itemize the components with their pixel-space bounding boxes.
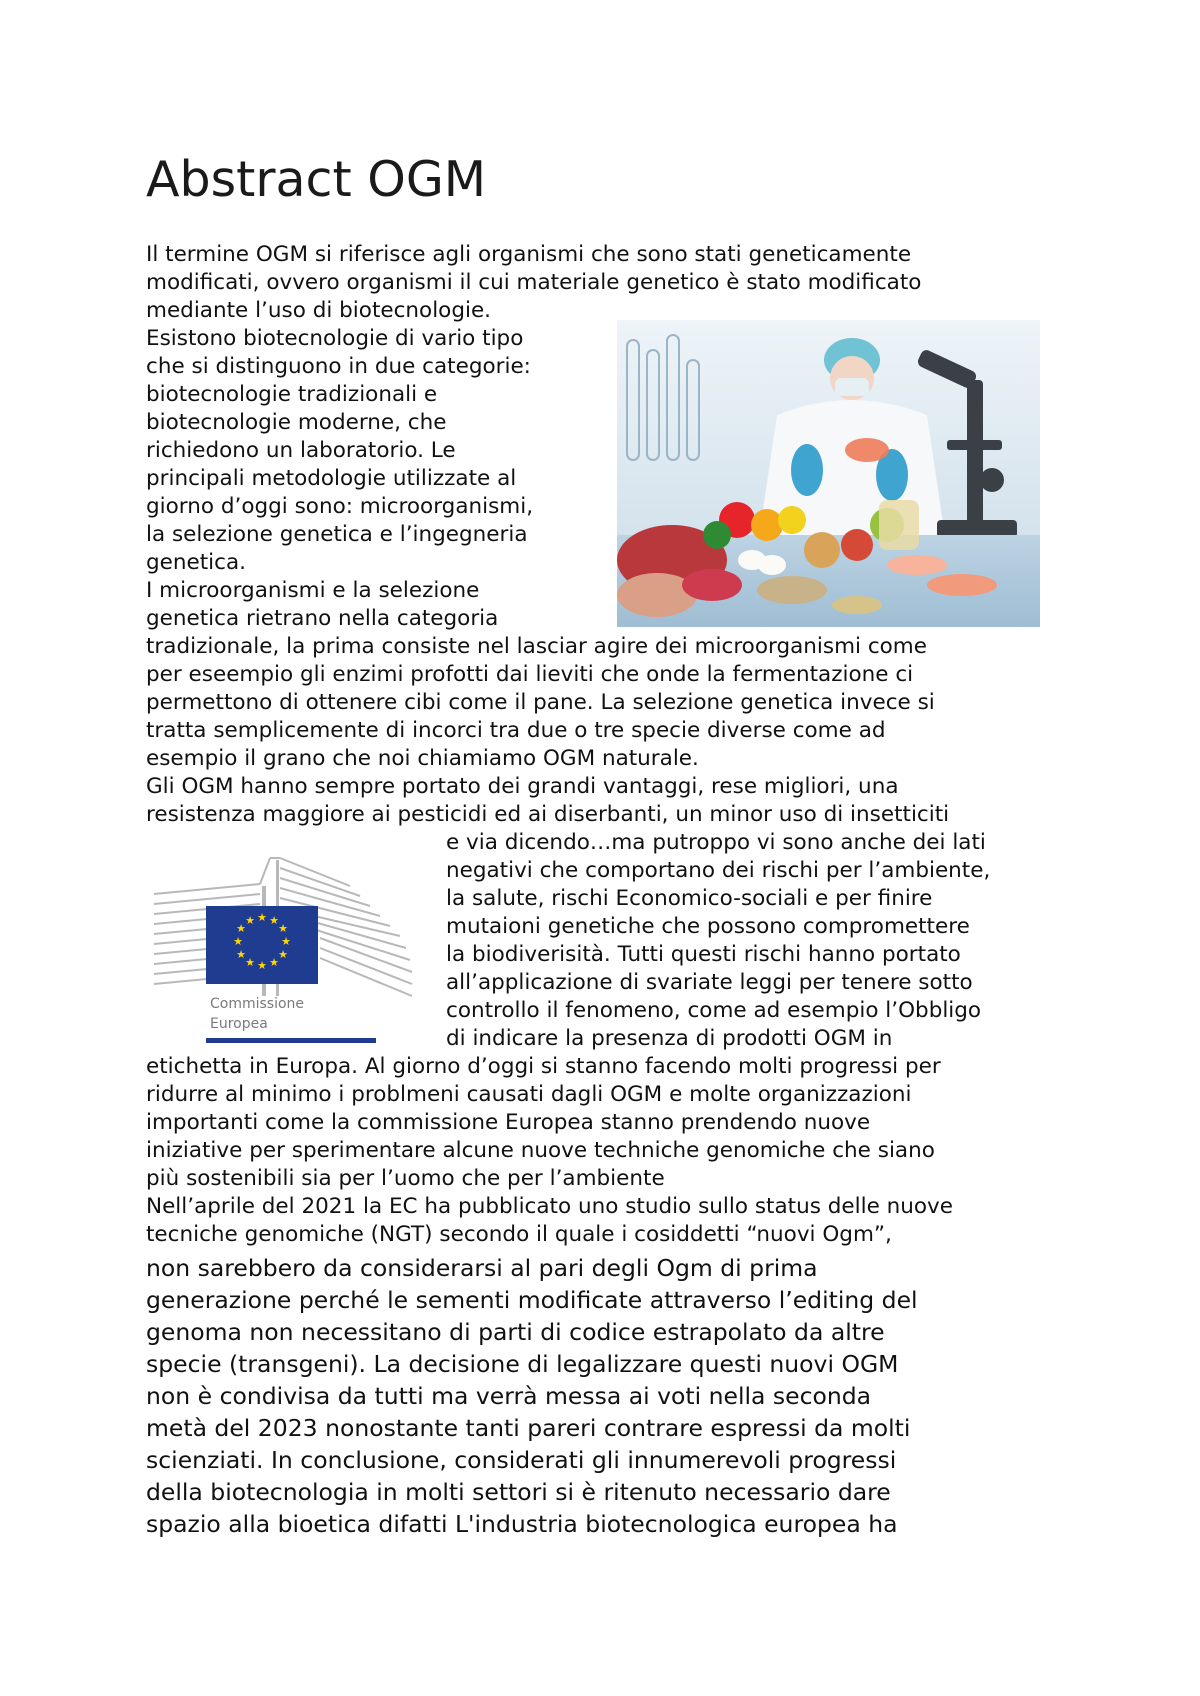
text-line: la salute, rischi Economico-sociali e per finire — [446, 886, 933, 911]
text-line: all’applicazione di svariate leggi per tenere sotto — [446, 970, 973, 995]
european-commission-logo — [150, 856, 414, 1046]
text-line: principali metodologie utilizzate al — [146, 466, 517, 491]
text-line: e via dicendo…ma putroppo vi sono anche dei lati — [446, 830, 986, 855]
text-line: tratta semplicemente di incorci tra due o tre specie diverse come ad — [146, 718, 886, 743]
logo-line-1: Commissione — [210, 996, 305, 1012]
text-line: genetica. — [146, 550, 246, 575]
text-line: la selezione genetica e l’ingegneria — [146, 522, 528, 547]
svg-text:★: ★ — [269, 956, 279, 969]
text-line: permettono di ottenere cibi come il pane. La selezione genetica invece si — [146, 690, 935, 715]
text-line: giorno d’oggi sono: microorganismi, — [146, 494, 534, 519]
svg-text:★: ★ — [257, 959, 267, 972]
text-line: negativi che comportano dei rischi per l’ambiente, — [446, 858, 991, 883]
text-line: biotecnologie tradizionali e — [146, 382, 438, 407]
text-line: non sarebbero da considerarsi al pari degli Ogm di prima — [146, 1254, 818, 1282]
text-line: non è condivisa da tutti ma verrà messa ai voti nella seconda — [146, 1382, 872, 1410]
document-title: Abstract OGM — [146, 151, 487, 208]
text-line: tradizionale, la prima consiste nel lasciar agire dei microorganismi come — [146, 634, 927, 659]
text-line: controllo il fenomeno, come ad esempio l’Obbligo — [446, 998, 982, 1023]
svg-text:★: ★ — [245, 914, 255, 927]
text-line: importanti come la commissione Europea stanno prendendo nuove — [146, 1110, 871, 1135]
text-line: I microorganismi e la selezione — [146, 578, 480, 603]
text-line: etichetta in Europa. Al giorno d’oggi si stanno facendo molti progressi per — [146, 1054, 941, 1079]
text-line: ridurre al minimo i problmeni causati dagli OGM e molte organizzazioni — [146, 1082, 912, 1107]
logo-line-2: Europea — [210, 1016, 268, 1032]
text-line: richiedono un laboratorio. Le — [146, 438, 456, 463]
svg-text:★: ★ — [278, 922, 288, 935]
text-line: la biodiverisità. Tutti questi rischi hanno portato — [446, 942, 961, 967]
text-line: esempio il grano che noi chiamiamo OGM naturale. — [146, 746, 699, 771]
text-line: generazione perché le sementi modificate attraverso l’editing del — [146, 1286, 918, 1314]
text-line: che si distinguono in due categorie: — [146, 354, 531, 379]
text-line: metà del 2023 nonostante tanti pareri contrare espressi da molti — [146, 1414, 911, 1442]
svg-text:★: ★ — [233, 935, 243, 948]
text-line: di indicare la presenza di prodotti OGM in — [446, 1026, 893, 1051]
text-line: mediante l’uso di biotecnologie. — [146, 298, 492, 323]
svg-text:★: ★ — [245, 956, 255, 969]
text-line: Gli OGM hanno sempre portato dei grandi vantaggi, rese migliori, una — [146, 774, 899, 799]
text-line: resistenza maggiore ai pesticidi ed ai diserbanti, un minor uso di insetticiti — [146, 802, 950, 827]
svg-text:★: ★ — [281, 935, 291, 948]
text-line: biotecnologie moderne, che — [146, 410, 447, 435]
text-line: modificati, ovvero organismi il cui materiale genetico è stato modificato — [146, 270, 922, 295]
lab-food-photo — [617, 320, 1040, 627]
text-line: scienziati. In conclusione, considerati gli innumerevoli progressi — [146, 1446, 897, 1474]
text-line: specie (transgeni). La decisione di legalizzare questi nuovi OGM — [146, 1350, 899, 1378]
text-line: Nell’aprile del 2021 la EC ha pubblicato uno studio sullo status delle nuove — [146, 1194, 953, 1219]
text-line: mutaioni genetiche che possono compromettere — [446, 914, 970, 939]
text-line: spazio alla bioetica difatti L'industria biotecnologica europea ha — [146, 1510, 898, 1538]
svg-text:★: ★ — [278, 948, 288, 961]
svg-text:★: ★ — [257, 911, 267, 924]
svg-text:★: ★ — [269, 914, 279, 927]
text-line: genetica rietrano nella categoria — [146, 606, 499, 631]
text-line: iniziative per sperimentare alcune nuove techniche genomiche che siano — [146, 1138, 935, 1163]
svg-text:★: ★ — [236, 948, 246, 961]
text-line: più sostenibili sia per l’uomo che per l’ambiente — [146, 1166, 665, 1191]
svg-text:★: ★ — [236, 922, 246, 935]
text-line: Il termine OGM si riferisce agli organismi che sono stati geneticamente — [146, 242, 912, 267]
text-line: per eseempio gli enzimi profotti dai lieviti che onde la fermentazione ci — [146, 662, 914, 687]
text-line: genoma non necessitano di parti di codice estrapolato da altre — [146, 1318, 885, 1346]
text-line: Esistono biotecnologie di vario tipo — [146, 326, 524, 351]
text-line: della biotecnologia in molti settori si è ritenuto necessario dare — [146, 1478, 891, 1506]
text-line: tecniche genomiche (NGT) secondo il quale i cosiddetti “nuovi Ogm”, — [146, 1222, 892, 1247]
